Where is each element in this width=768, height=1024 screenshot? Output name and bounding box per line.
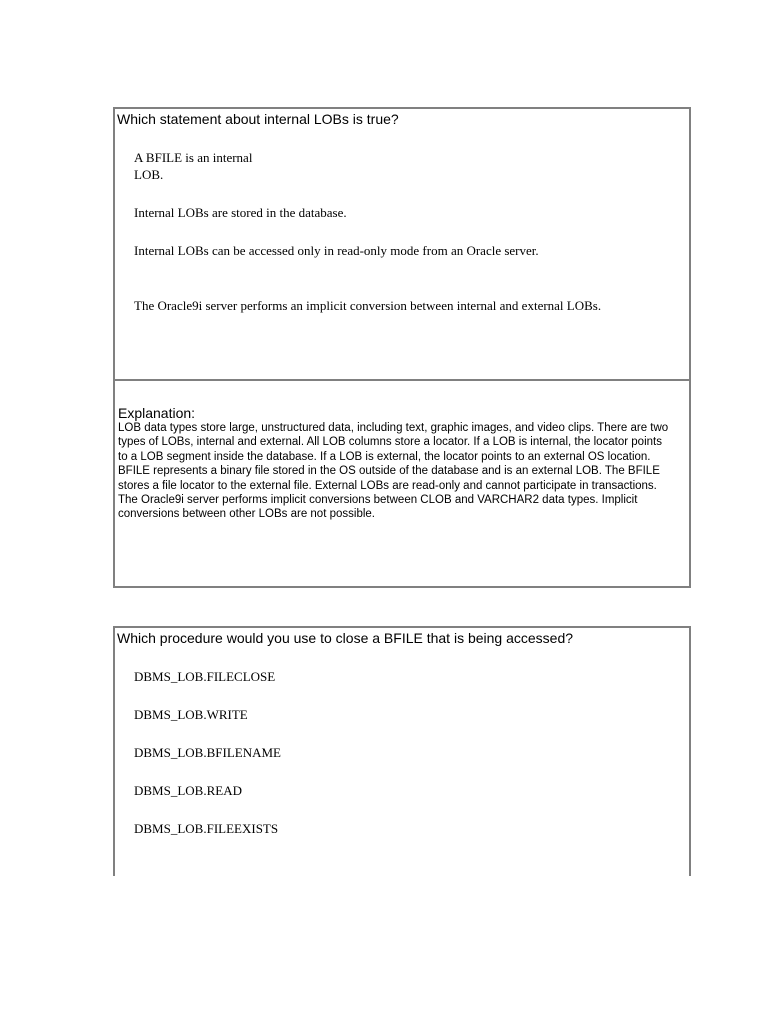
explanation-text: LOB data types store large, unstructured data, including text, graphic images, and video clips. There are two types of LOBs, internal and external. All LOB columns store a locator. If a LOB is internal, the locator points to a LOB segment inside the database. If a LOB is external, the locator points to an external OS location. BFILE represents a binary file stored in the OS outside of the database and is an external LOB. The BFILE stores a file locator to the external file. External LOBs are read-only and cannot participate in transactions. The Oracle9i server performs implicit conversions between CLOB and VARCHAR2 data types. Implicit conversions between other LOBs are not possible. [118,422,669,521]
answer-option-5[interactable]: DBMS_LOB.FILEEXISTS [134,821,279,836]
question-card-1 [113,107,691,588]
answer-option-1[interactable]: DBMS_LOB.FILECLOSE [134,669,276,684]
answer-option-1[interactable]: A BFILE is an internal LOB. [134,150,253,182]
question-text: Which statement about internal LOBs is true? [117,111,399,127]
answer-option-3[interactable]: DBMS_LOB.BFILENAME [134,745,281,760]
question-text: Which procedure would you use to close a BFILE that is being accessed? [117,630,574,646]
answer-option-2[interactable]: Internal LOBs are stored in the database. [134,205,347,220]
explanation-title: Explanation: [118,405,196,421]
answer-option-2[interactable]: DBMS_LOB.WRITE [134,707,248,722]
answer-option-4[interactable]: DBMS_LOB.READ [134,783,242,798]
answer-option-3[interactable]: Internal LOBs can be accessed only in read-only mode from an Oracle server. [134,243,539,258]
answer-option-4[interactable]: The Oracle9i server performs an implicit conversion between internal and external LOBs. [134,298,602,313]
section-divider [115,379,689,381]
question-card-2 [113,626,691,876]
